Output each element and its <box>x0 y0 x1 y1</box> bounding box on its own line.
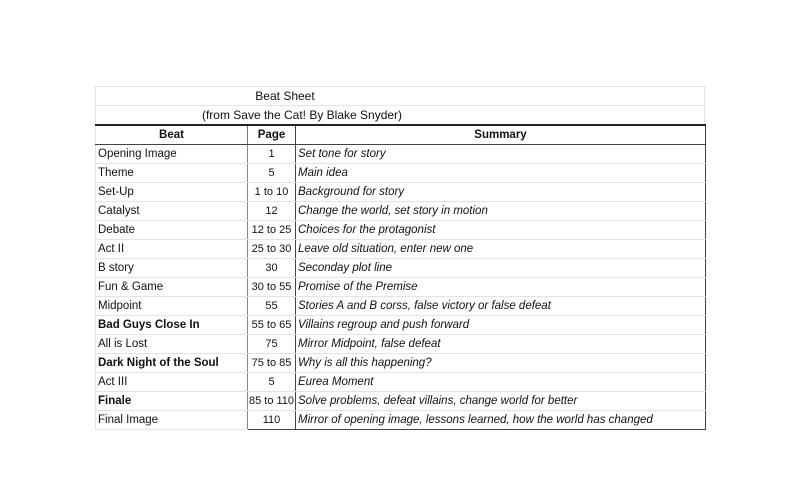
table-row <box>96 354 706 373</box>
cell-beat[interactable]: Catalyst <box>96 202 248 221</box>
cell-beat[interactable]: Fun & Game <box>96 278 248 297</box>
header-summary[interactable]: Summary <box>296 125 706 145</box>
sheet-title: Beat Sheet <box>255 89 315 103</box>
table-row <box>96 411 706 430</box>
cell-summary[interactable]: Mirror Midpoint, false defeat <box>296 335 706 354</box>
cell-page[interactable]: 75 <box>248 335 296 354</box>
cell-beat[interactable]: Act II <box>96 240 248 259</box>
cell-page[interactable]: 55 to 65 <box>248 316 296 335</box>
cell-page[interactable]: 110 <box>248 411 296 430</box>
cell-summary[interactable]: Choices for the protagonist <box>296 221 706 240</box>
cell-beat[interactable]: Bad Guys Close In <box>96 316 248 335</box>
cell-summary[interactable]: Change the world, set story in motion <box>296 202 706 221</box>
cell-page[interactable]: 12 to 25 <box>248 221 296 240</box>
cell-beat[interactable]: Opening Image <box>96 145 248 164</box>
beat-table <box>95 124 706 430</box>
cell-beat[interactable]: Debate <box>96 221 248 240</box>
cell-beat[interactable]: Dark Night of the Soul <box>96 354 248 373</box>
table-row <box>96 164 706 183</box>
cell-summary[interactable]: Villains regroup and push forward <box>296 316 706 335</box>
cell-summary[interactable]: Set tone for story <box>296 145 706 164</box>
table-row <box>96 202 706 221</box>
beat-sheet <box>95 86 705 430</box>
cell-page[interactable]: 85 to 110 <box>248 392 296 411</box>
table-row <box>96 335 706 354</box>
cell-beat[interactable]: Finale <box>96 392 248 411</box>
cell-beat[interactable]: Final Image <box>96 411 248 430</box>
cell-page[interactable]: 12 <box>248 202 296 221</box>
table-row <box>96 297 706 316</box>
cell-page[interactable]: 55 <box>248 297 296 316</box>
cell-beat[interactable]: Midpoint <box>96 297 248 316</box>
cell-page[interactable]: 25 to 30 <box>248 240 296 259</box>
sheet-subtitle: (from Save the Cat! By Blake Snyder) <box>201 108 403 122</box>
cell-page[interactable]: 5 <box>248 373 296 392</box>
cell-beat[interactable]: Act III <box>96 373 248 392</box>
cell-summary[interactable]: Stories A and B corss, false victory or false defeat <box>296 297 706 316</box>
cell-beat[interactable]: Theme <box>96 164 248 183</box>
table-body <box>96 145 706 430</box>
header-page[interactable]: Page <box>248 125 296 145</box>
table-row <box>96 240 706 259</box>
header-row <box>96 125 706 145</box>
cell-summary[interactable]: Seconday plot line <box>296 259 706 278</box>
cell-beat[interactable]: Set-Up <box>96 183 248 202</box>
cell-summary[interactable]: Main idea <box>296 164 706 183</box>
table-row <box>96 392 706 411</box>
table-row <box>96 183 706 202</box>
table-row <box>96 316 706 335</box>
cell-summary[interactable]: Eurea Moment <box>296 373 706 392</box>
cell-beat[interactable]: B story <box>96 259 248 278</box>
cell-page[interactable]: 30 <box>248 259 296 278</box>
cell-page[interactable]: 75 to 85 <box>248 354 296 373</box>
cell-page[interactable]: 1 to 10 <box>248 183 296 202</box>
cell-summary[interactable]: Solve problems, defeat villains, change world for better <box>296 392 706 411</box>
cell-summary[interactable]: Why is all this happening? <box>296 354 706 373</box>
cell-summary[interactable]: Promise of the Premise <box>296 278 706 297</box>
table-row <box>96 221 706 240</box>
table-row <box>96 373 706 392</box>
title-row <box>95 86 705 105</box>
cell-page[interactable]: 5 <box>248 164 296 183</box>
cell-page[interactable]: 30 to 55 <box>248 278 296 297</box>
header-beat[interactable]: Beat <box>96 125 248 145</box>
table-row <box>96 145 706 164</box>
cell-summary[interactable]: Leave old situation, enter new one <box>296 240 706 259</box>
cell-summary[interactable]: Background for story <box>296 183 706 202</box>
table-row <box>96 278 706 297</box>
subtitle-row <box>95 105 705 124</box>
cell-page[interactable]: 1 <box>248 145 296 164</box>
cell-beat[interactable]: All is Lost <box>96 335 248 354</box>
table-row <box>96 259 706 278</box>
cell-summary[interactable]: Mirror of opening image, lessons learned, how the world has changed <box>296 411 706 430</box>
